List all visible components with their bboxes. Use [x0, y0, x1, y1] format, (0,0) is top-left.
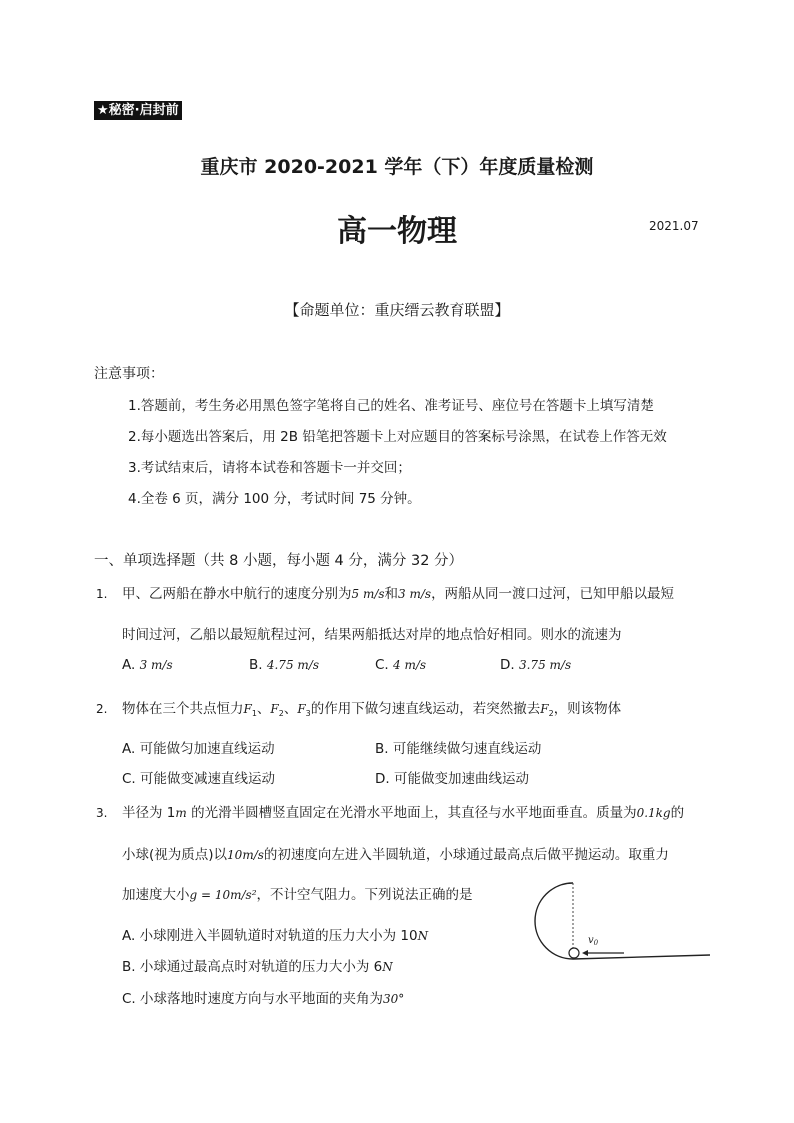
question-number: 3. — [96, 806, 108, 820]
question-text: 的 — [670, 805, 685, 821]
option-value: 3 m/s — [139, 658, 173, 672]
question-text: 的初速度向左进入半圆轨道，小球通过最高点后做平抛运动。取重力 — [263, 847, 669, 863]
question-text: 和 — [384, 586, 399, 602]
force-symbol: F — [243, 702, 252, 716]
gravity-value: g = 10m/s² — [189, 888, 257, 902]
ball — [569, 948, 579, 958]
option-unit: N — [417, 929, 429, 943]
option-label: A. — [122, 928, 136, 944]
notice-item: 3.考试结束后，请将本试卷和答题卡一并交回； — [128, 460, 411, 476]
notice-item: 2.每小题选出答案后，用 2B 铅笔把答题卡上对应题目的答案标号涂黑，在试卷上作答无效 — [128, 429, 667, 445]
option-unit: N — [382, 960, 393, 974]
option-label: C. — [122, 771, 136, 787]
option-label: B. — [249, 657, 263, 673]
question-text: 的光滑半圆槽竖直固定在光滑水平地面上，其直径与水平地面垂直。质量为 — [186, 805, 637, 821]
velocity-label: $v_0$ — [588, 935, 599, 947]
option-c[interactable] — [375, 657, 426, 673]
question-text: ，两船从同一渡口过河，已知甲船以最短 — [431, 586, 675, 602]
ground-line — [573, 955, 710, 959]
speed-value: 5 m/s — [351, 587, 385, 601]
question-3-line-2 — [122, 843, 669, 863]
speed-value: 10m/s — [227, 848, 264, 862]
question-3-line-3 — [122, 883, 473, 903]
option-a[interactable] — [122, 924, 428, 944]
force-subscript: 3 — [305, 709, 311, 718]
option-label: B. — [375, 741, 389, 757]
option-text: 可能做匀加速直线运动 — [139, 741, 275, 757]
question-text: 小球(视为质点)以 — [122, 847, 228, 863]
question-text: ，则该物体 — [553, 701, 622, 717]
option-text: 小球刚进入半圆轨道时对轨道的压力大小为 10 — [139, 928, 418, 944]
force-subscript: 2 — [548, 709, 554, 718]
option-b[interactable] — [375, 737, 541, 757]
exam-date: 2021.07 — [649, 219, 699, 233]
option-c[interactable] — [122, 767, 275, 787]
option-b[interactable] — [249, 657, 319, 673]
option-text: 可能做变减速直线运动 — [140, 771, 276, 787]
option-d[interactable] — [500, 657, 571, 673]
unit-symbol: m — [175, 806, 187, 820]
option-text: 可能继续做匀速直线运动 — [392, 741, 542, 757]
option-a[interactable] — [122, 737, 275, 757]
notice-heading: 注意事项： — [94, 366, 164, 382]
section-heading: 一、单项选择题（共 8 小题，每小题 4 分，满分 32 分） — [94, 553, 464, 569]
option-label: C. — [375, 657, 389, 673]
option-b[interactable] — [122, 955, 393, 975]
option-label: C. — [122, 991, 136, 1007]
force-symbol: F — [540, 702, 549, 716]
option-text: 小球通过最高点时对轨道的压力大小为 6 — [139, 959, 383, 975]
option-c[interactable] — [122, 987, 404, 1007]
question-2-line-1 — [122, 697, 621, 718]
semicircle-track — [535, 883, 573, 959]
speed-value: 3 m/s — [398, 587, 432, 601]
question-text: 的作用下做匀速直线运动，若突然撤去 — [310, 701, 541, 717]
question-1-line-1 — [122, 582, 674, 602]
option-unit: 30° — [383, 992, 405, 1006]
option-label: A. — [122, 657, 136, 673]
option-text: 小球落地时速度方向与水平地面的夹角为 — [140, 991, 384, 1007]
exam-title: 重庆市 2020-2021 学年（下）年度质量检测 — [200, 156, 594, 178]
mass-value: 0.1kg — [636, 806, 671, 820]
question-1-line-2: 时间过河，乙船以最短航程过河，结果两船抵达对岸的地点恰好相同。则水的流速为 — [122, 627, 622, 643]
question-text: 物体在三个共点恒力 — [122, 701, 244, 717]
option-label: D. — [375, 771, 390, 787]
question-text: 加速度大小 — [122, 887, 190, 903]
issuing-unit: 【命题单位：重庆缙云教育联盟】 — [284, 301, 510, 319]
option-a[interactable] — [122, 657, 173, 673]
question-text: 半径为 1 — [122, 805, 176, 821]
force-subscript: 2 — [278, 709, 284, 718]
option-label: B. — [122, 959, 136, 975]
question-3-line-1 — [122, 801, 684, 821]
option-d[interactable] — [375, 767, 529, 787]
notice-item: 1.答题前，考生务必用黑色签字笔将自己的姓名、准考证号、座位号在答题卡上填写清楚 — [128, 398, 654, 414]
option-label: D. — [500, 657, 515, 673]
secret-label: ★秘密·启封前 — [94, 101, 182, 120]
subject-title: 高一物理 — [337, 214, 457, 249]
semicircle-track-diagram — [528, 878, 714, 968]
option-label: A. — [122, 741, 136, 757]
velocity-arrowhead — [582, 950, 588, 956]
question-text: ，不计空气阻力。下列说法正确的是 — [256, 887, 473, 903]
force-subscript: 1 — [251, 709, 257, 718]
option-value: 4 m/s — [393, 658, 427, 672]
notice-item: 4.全卷 6 页，满分 100 分，考试时间 75 分钟。 — [128, 491, 421, 507]
option-value: 4.75 m/s — [266, 658, 319, 672]
separator: 、 — [283, 701, 298, 717]
separator: 、 — [256, 701, 271, 717]
option-value: 3.75 m/s — [518, 658, 572, 672]
option-text: 可能做变加速曲线运动 — [393, 771, 529, 787]
question-number: 2. — [96, 702, 108, 716]
question-text: 甲、乙两船在静水中航行的速度分别为 — [122, 586, 352, 602]
force-symbol: F — [270, 702, 279, 716]
force-symbol: F — [297, 702, 306, 716]
question-number: 1. — [96, 587, 108, 601]
